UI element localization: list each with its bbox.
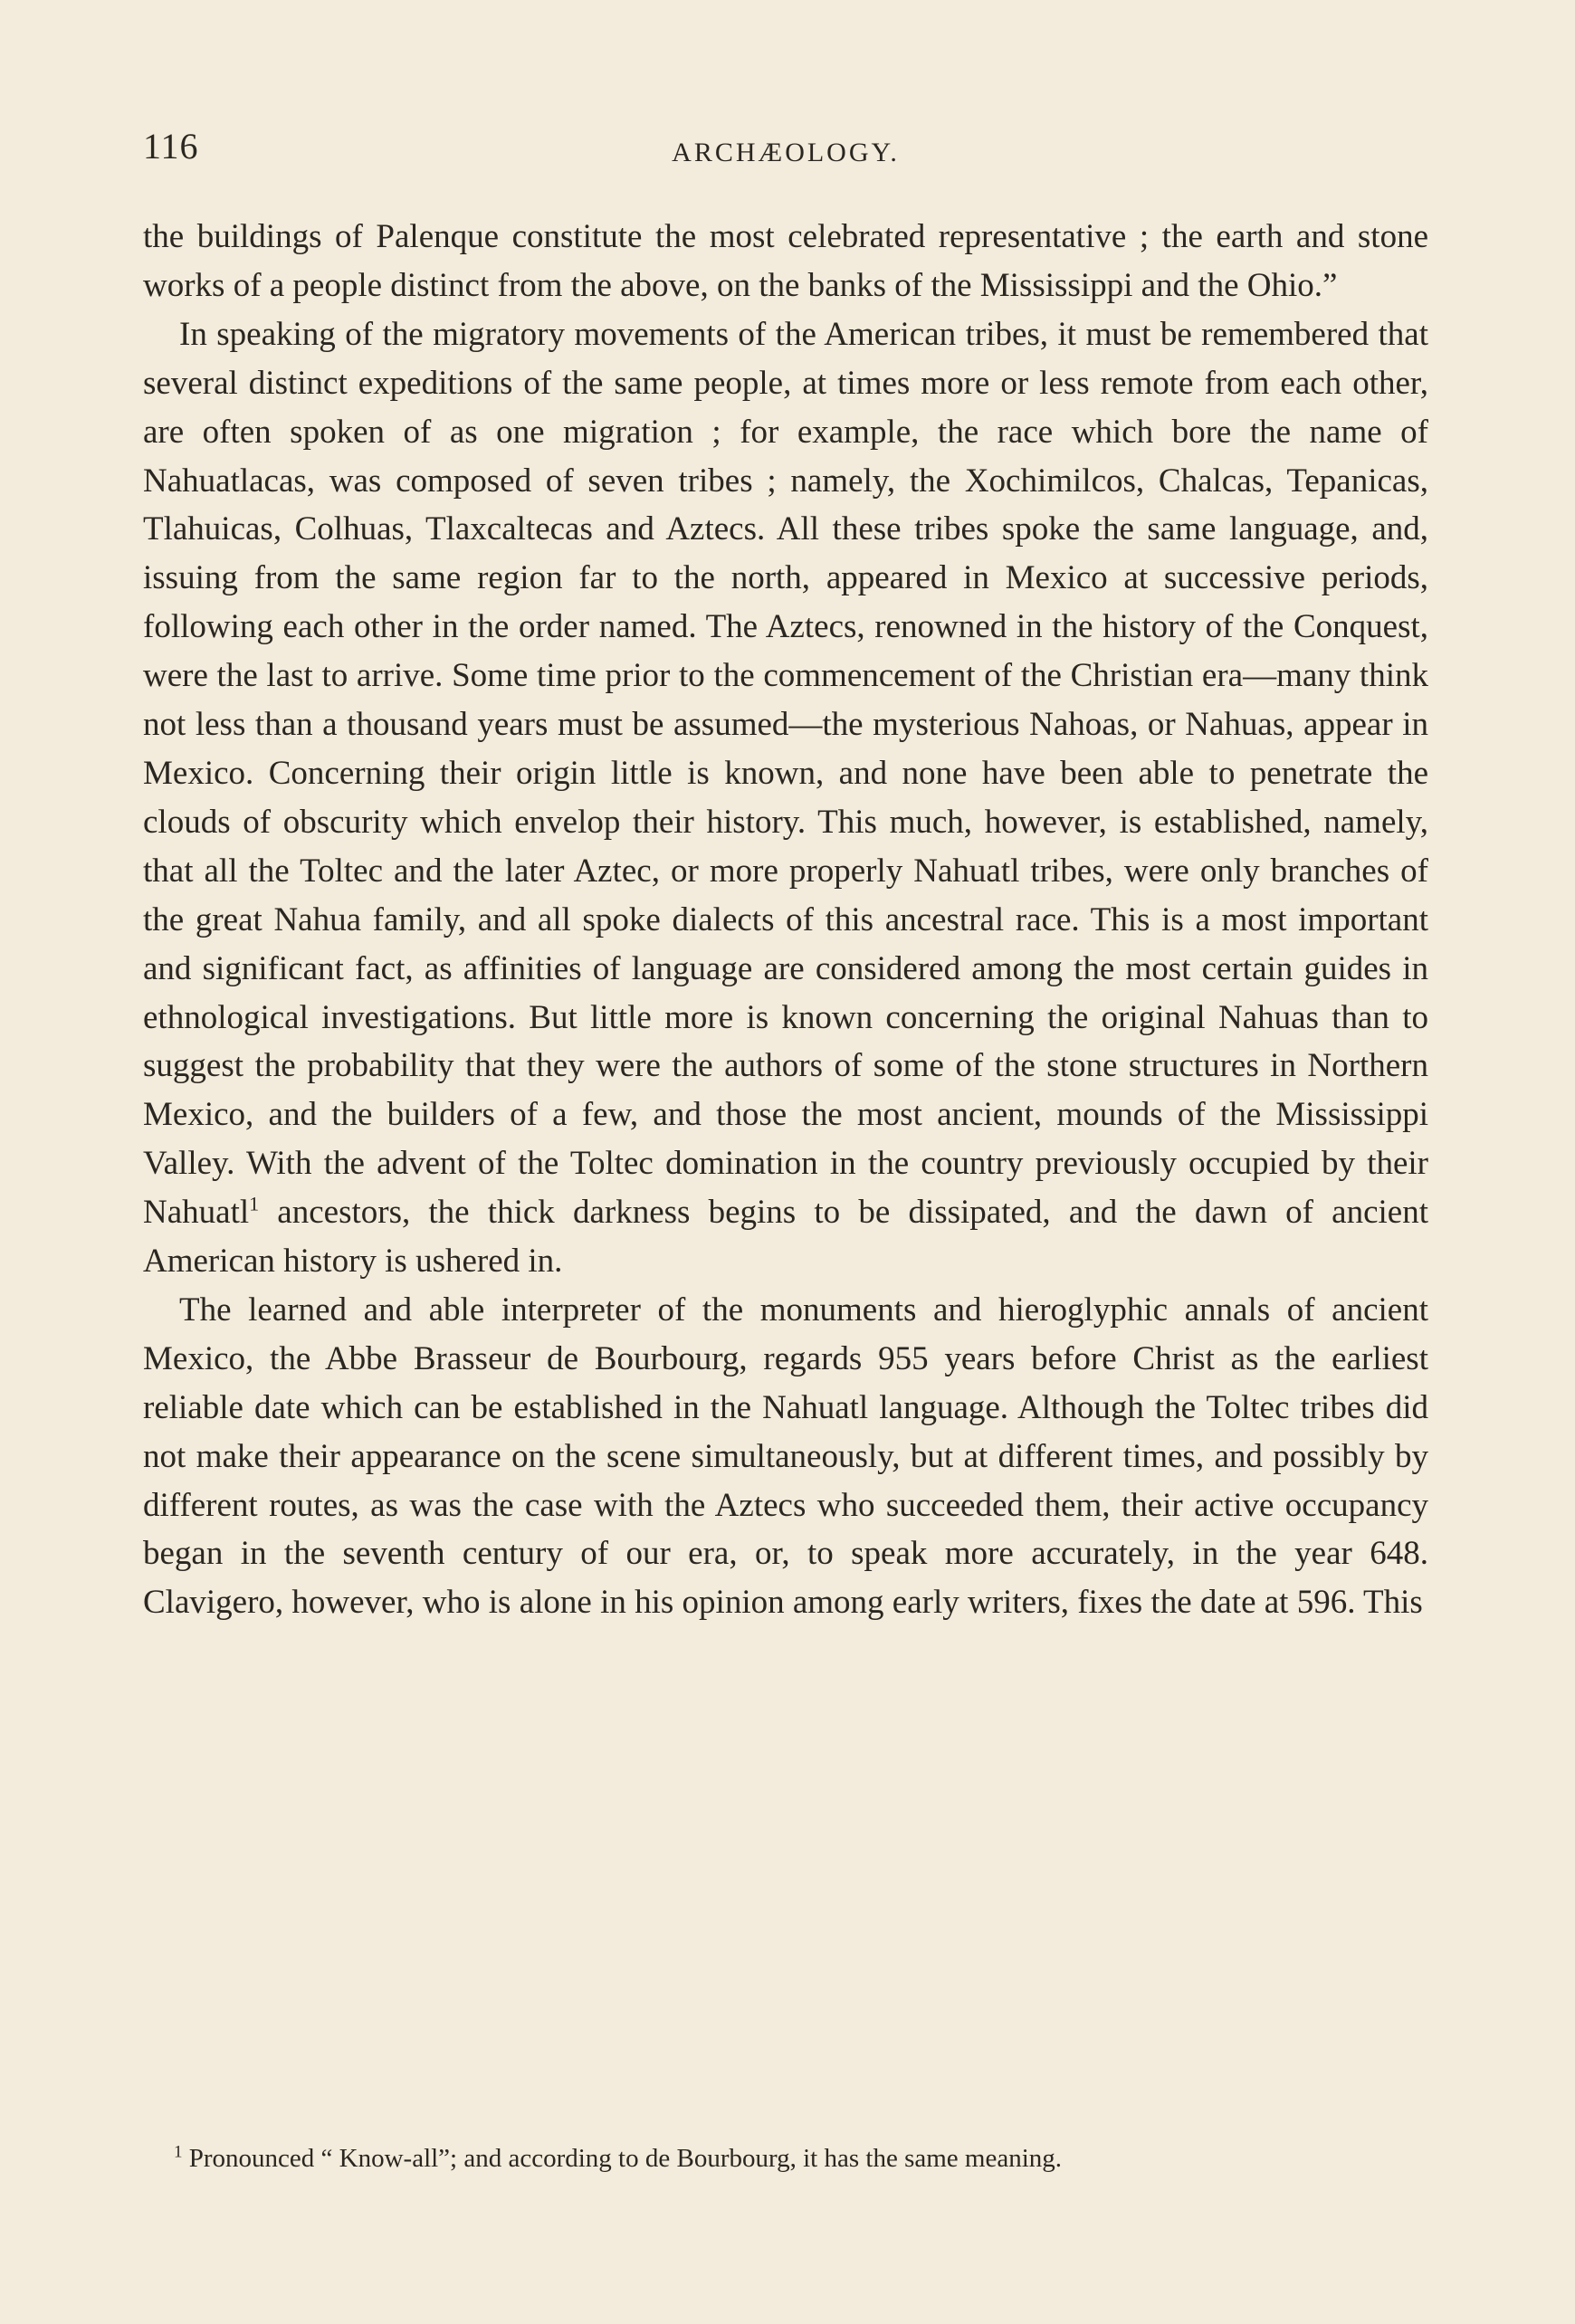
paragraph-toltec-dates [143, 1286, 1428, 1627]
body-text [143, 213, 1428, 1627]
paragraph-text: the buildings of Palenque constitute the most celebrated representative ; the earth and stone works of a people distinct from the above, on the banks of the Mississippi and the Ohio.” [143, 218, 1428, 304]
paragraph-text: In speaking of the migratory movements of the American tribes, it must be remembered that several distinct expeditions of the same people, at times more or less remote from each other, are often spoken of as one migration ; for example, the race which bore the name of Nahuatlacas, was composed of seven tribes ; namely, the Xochimilcos, Chalcas, Tepanicas, Tlahuicas, Colhuas, Tlaxcaltecas and Aztecs. All these tribes spoke the same language, and, issuing from the same region far to the north, appeared in Mexico at successive periods, following each other in the order named. The Aztecs, renowned in the history of the Conquest, were the last to arrive. Some time prior to the commencement of the Christian era—many think not less than a thousand years must be assumed—the mysterious Nahoas, or Nahuas, appear in Mexico. Concerning their origin little is known, and none have been able to penetrate the clouds of obscurity which envelop their history. This much, however, is established, namely, that all the Toltec and the later Aztec, or more properly Nahuatl tribes, were only branches of the great Nahua family, and all spoke dialects of this ancestral race. This is a most important and significant fact, as affinities of language are considered among the most certain guides in ethnological investigations. But little more is known concerning the original Nahuas than to suggest the probability that they were the authors of some of the stone structures in Northern Mexico, and the builders of a few, and those the most ancient, mounds of the Mississippi Valley. With the advent of the Toltec domination in the country previously occupied by their Nahuatl [143, 315, 1428, 1232]
footnote-text: Pronounced “ Know-all”; and according to de Bourbourg, it has the same meaning. [188, 2144, 1063, 2173]
footnote [143, 2140, 1428, 2176]
footnote-reference: 1 [249, 1192, 260, 1215]
paragraph-text: The learned and able interpreter of the monuments and hieroglyphic annals of ancient Mexico, the Abbe Brasseur de Bourbourg, regards 955 years before Christ as the earliest reliable date which can be established in the Nahuatl language. Although the Toltec tribes did not make their appearance on the scene simultaneously, but at different times, and possibly by different routes, as was the case with the Aztecs who succeeded them, their active occupancy began in the seventh century of our era, or, to speak more accurately, in the year 648. Clavigero, however, who is alone in his opinion among early writers, fixes the date at 596. This [143, 1291, 1428, 1622]
footnote-marker: 1 [174, 2142, 183, 2162]
page-number: 116 [143, 126, 199, 167]
paragraph-migrations [143, 310, 1428, 1286]
page-header [143, 125, 1428, 179]
paragraph-continued [143, 213, 1428, 310]
running-title: ARCHÆOLOGY. [672, 138, 900, 167]
paragraph-text: ancestors, the thick darkness begins to be dissipated, and the dawn of ancient American history is ushered in. [143, 1194, 1428, 1281]
